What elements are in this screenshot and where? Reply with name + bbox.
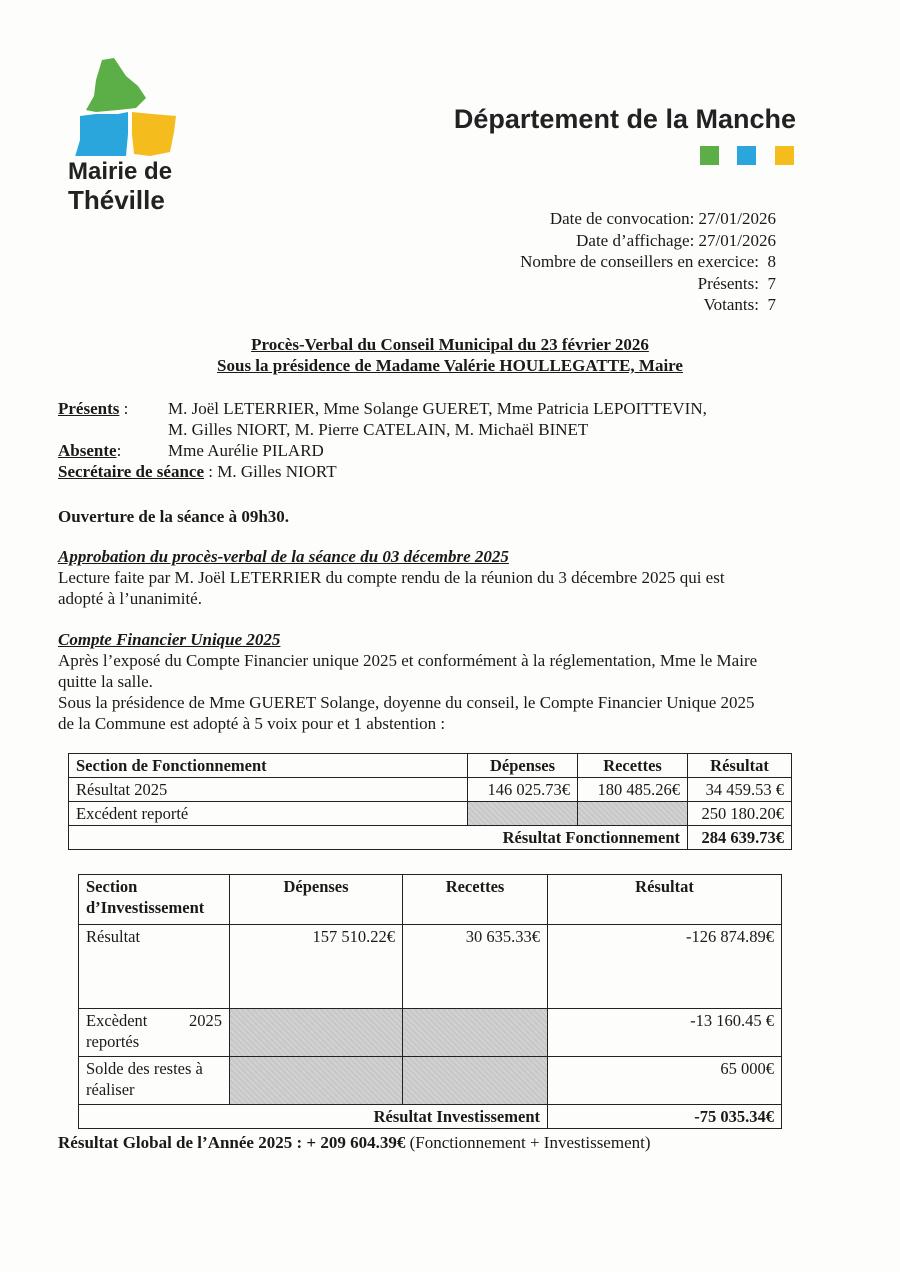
global-result: Résultat Global de l’Année 2025 : + 209 604.39€ (Fonctionnement + Investissement) <box>58 1133 651 1152</box>
mairie-logo <box>66 56 196 216</box>
table-row: Section de Fonctionnement Dépenses Recettes Résultat <box>69 754 792 778</box>
absent-name: Mme Aurélie PILARD <box>168 441 324 460</box>
table-row: Résultat 157 510.22€ 30 635.33€ -126 874.89€ <box>79 925 782 1009</box>
meeting-info <box>520 208 776 316</box>
minutes-title <box>0 334 900 376</box>
table-investissement <box>78 874 782 1129</box>
table-row: Section d’Investissement Dépenses Recettes Résultat <box>79 875 782 925</box>
councillors-count: Nombre de conseillers en exercice: 8 <box>520 252 776 271</box>
present-label: Présents <box>58 399 120 418</box>
blue-square <box>737 146 756 165</box>
department-title: Département de la Manche <box>453 104 796 134</box>
section-cfu: Compte Financier Unique 2025 Après l’exposé du Compte Financier unique 2025 et conformément à la réglementation, Mme le Maire quitte la salle. Sous la présidence de Mme GUERET Solange, doyenne du conseil, le Compte Financier Unique 2025 de la Commune est adopté à 5 voix pour et 1 abstention : <box>58 629 818 734</box>
title-line-2: Sous la présidence de Madame Valérie HOULLEGATTE, Maire <box>217 356 683 375</box>
cfu-heading: Compte Financier Unique 2025 <box>58 630 281 649</box>
table-row: Résultat Fonctionnement 284 639.73€ <box>69 826 792 850</box>
table-row: Excèdent 2025 reportés -13 160.45 € <box>79 1009 782 1057</box>
present-names-1: M. Joël LETERRIER, Mme Solange GUERET, Mme Patricia LEPOITTEVIN, <box>168 399 707 418</box>
logo-text <box>68 158 172 214</box>
present-names-2: M. Gilles NIORT, M. Pierre CATELAIN, M. Michaël BINET <box>168 420 589 439</box>
table-row: Solde des restes à réaliser 65 000€ <box>79 1057 782 1105</box>
commune-map-icon <box>66 56 196 156</box>
approval-heading: Approbation du procès-verbal de la séance du 03 décembre 2025 <box>58 547 509 566</box>
logo-line-1: Mairie de <box>68 158 173 185</box>
table-row: Excédent reporté 250 180.20€ <box>69 802 792 826</box>
secretary: Secrétaire de séance : M. Gilles NIORT <box>58 462 337 481</box>
opening-time: Ouverture de la séance à 09h30. <box>58 507 290 526</box>
yellow-square <box>775 146 794 165</box>
table-fonctionnement <box>68 753 792 850</box>
section-approval: Approbation du procès-verbal de la séance du 03 décembre 2025 Lecture faite par M. Joël LETERRIER du compte rendu de la réunion du 3 décembre 2025 qui est adopté à l’unanimité. <box>58 546 818 609</box>
attendance: Présents : M. Joël LETERRIER, Mme Solange GUERET, Mme Patricia LEPOITTEVIN, M. Gilles NIORT, M. Pierre CATELAIN, M. Michaël BINET Absente: Mme Aurélie PILARD Secrétaire de séance : M. Gilles NIORT <box>58 398 818 482</box>
logo-line-2: Théville <box>68 185 165 215</box>
absent-label: Absente <box>58 441 117 460</box>
title-line-1: Procès-Verbal du Conseil Municipal du 23 février 2026 <box>251 335 649 354</box>
voters-count: Votants: 7 <box>703 295 776 314</box>
posting-date: Date d’affichage: 27/01/2026 <box>576 230 776 250</box>
present-count: Présents: 7 <box>697 273 776 293</box>
table-row: Résultat Investissement -75 035.34€ <box>79 1105 782 1129</box>
green-square <box>700 146 719 165</box>
convocation-date: Date de convocation: 27/01/2026 <box>549 209 776 228</box>
table-row: Résultat 2025 146 025.73€ 180 485.26€ 34 459.53 € <box>69 778 792 802</box>
